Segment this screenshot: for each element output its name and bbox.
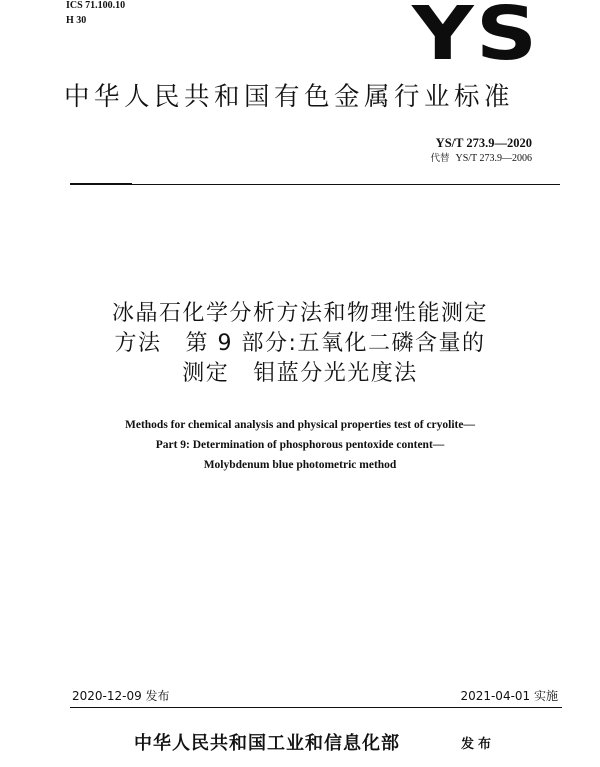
header-divider — [70, 184, 560, 185]
english-title-line-1: Methods for chemical analysis and physical properties test of cryolite— — [125, 419, 475, 431]
english-title-line-3: Molybdenum blue photometric method — [203, 459, 397, 471]
header-divider-accent — [70, 183, 132, 185]
ics-code: ICS 71.100.10 — [66, 0, 126, 11]
ys-logo: YS — [412, 0, 540, 77]
chinese-title — [40, 299, 560, 389]
standard-number: YS/T 273.9—2020 — [435, 136, 532, 150]
english-title — [40, 415, 560, 475]
issued-label: 发布 — [461, 737, 496, 752]
chinese-title-line-2-a: 方法 — [114, 331, 162, 356]
chinese-title-line-2-b: 第 9 部分:五氧化二磷含量的 — [185, 331, 486, 356]
english-title-line-2: Part 9: Determination of phosphorous pentoxide content— — [155, 439, 445, 451]
replaces-line — [430, 153, 532, 165]
chinese-title-line-2 — [40, 329, 560, 359]
replaces-number: YS/T 273.9—2006 — [455, 153, 532, 164]
chinese-title-line-3 — [40, 359, 560, 389]
standard-type-title: 中华人民共和国有色金属行业标准 — [64, 82, 515, 112]
issue-date: 2020-12-09 发布 — [72, 689, 170, 703]
footer-divider — [70, 707, 562, 708]
replaces-label: 代替 — [430, 153, 450, 164]
implementation-date: 2021-04-01 实施 — [460, 689, 558, 703]
issuing-authority: 中华人民共和国工业和信息化部 — [134, 733, 400, 754]
chinese-title-line-1: 冰晶石化学分析方法和物理性能测定 — [111, 301, 488, 326]
chinese-title-line-3-b: 钼蓝分光光度法 — [253, 361, 418, 386]
ccs-code: H 30 — [66, 15, 87, 26]
chinese-title-line-3-a: 测定 — [182, 361, 230, 386]
